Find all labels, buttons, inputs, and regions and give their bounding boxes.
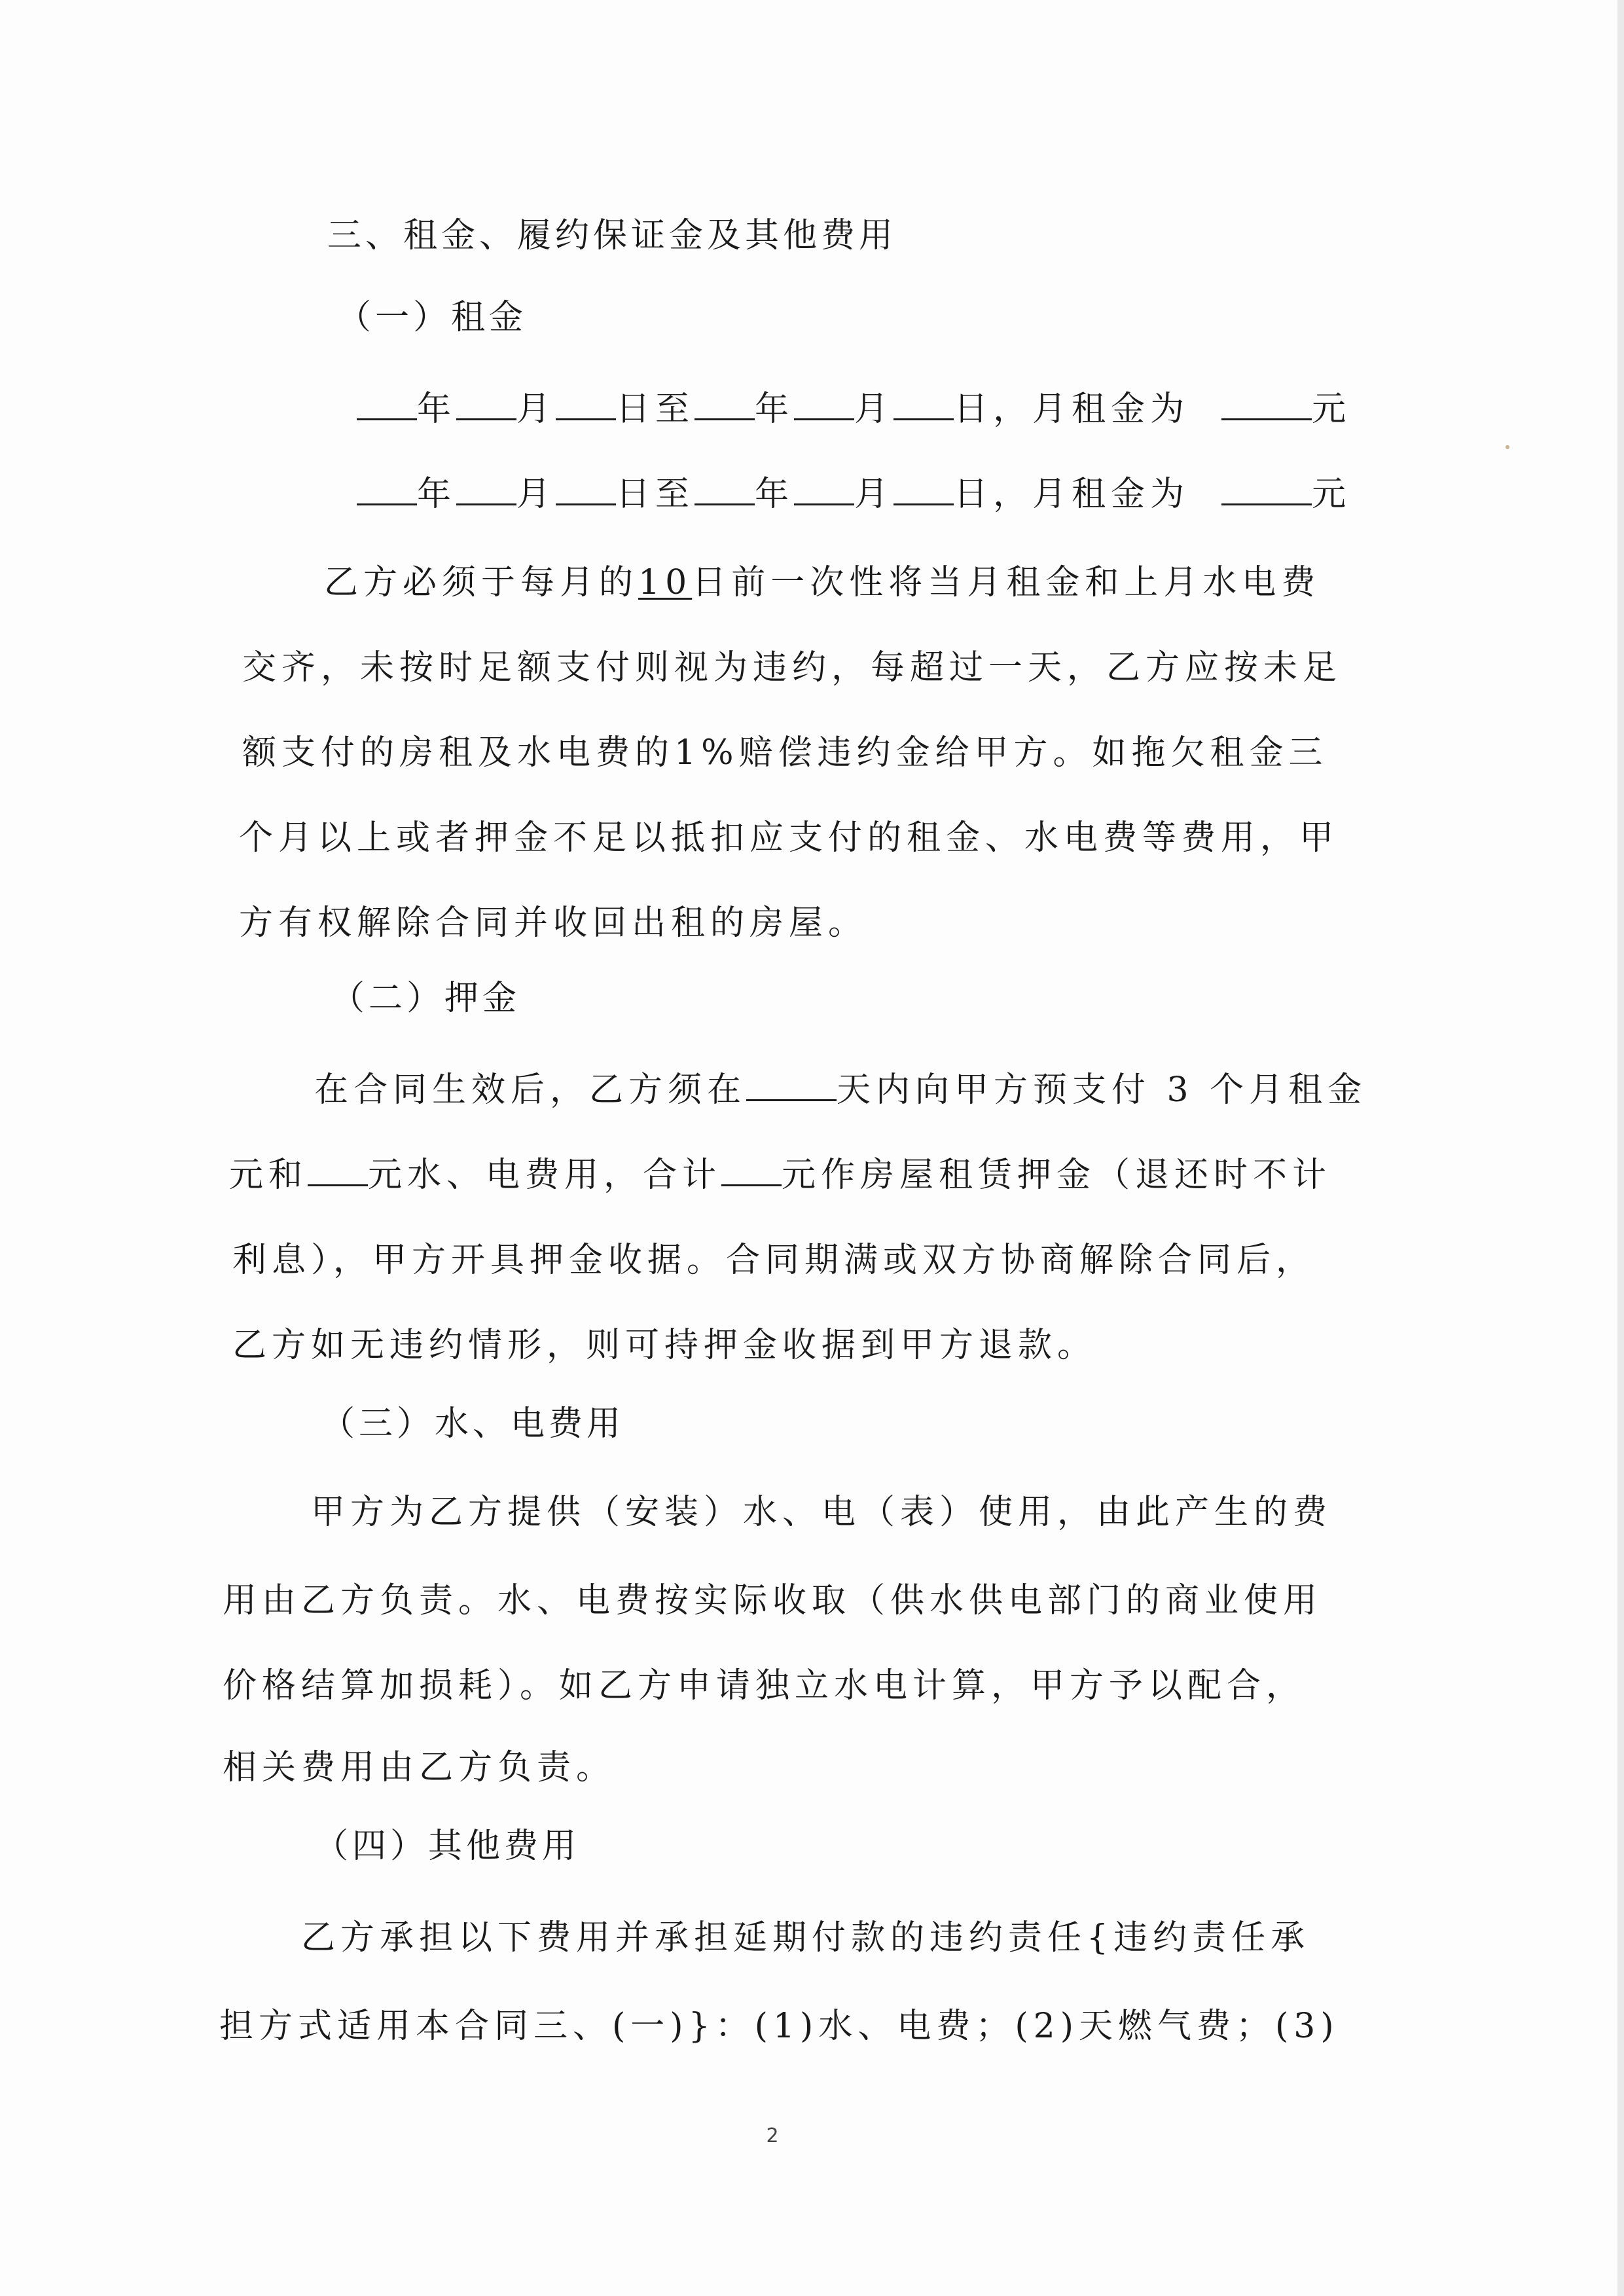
page-number: 2: [766, 2124, 779, 2147]
rent-para-line-4: 个月以上或者押金不足以抵扣应支付的租金、水电费等费用，甲: [239, 818, 1339, 858]
rent-para-text: 乙方必须于每月的: [324, 563, 639, 602]
blank-year: [695, 387, 755, 420]
blank-amount: [1221, 472, 1312, 505]
blank-month: [456, 472, 516, 505]
deposit-text: 元和: [229, 1156, 308, 1195]
blank-total: [721, 1153, 782, 1186]
period-text: 年: [755, 475, 795, 514]
rent-period-line-2: [357, 471, 1496, 517]
blank-month: [794, 472, 854, 505]
period-text: 月: [516, 475, 556, 514]
other-heading: （四）其他费用: [314, 1827, 581, 1866]
deposit-heading: （二）押金: [331, 979, 521, 1018]
rent-para-line-5: 方有权解除合同并收回出租的房屋。: [239, 903, 868, 943]
period-text: 年: [755, 390, 795, 429]
period-text: 月: [516, 390, 556, 429]
rent-period-line-1: [357, 386, 1496, 432]
deposit-text: 在合同生效后，乙方须在: [314, 1070, 747, 1110]
rent-para-line-1: [324, 560, 1463, 606]
period-text: 日至: [616, 475, 695, 514]
rent-para-line-2: 交齐，未按时足额支付则视为违约，每超过一天，乙方应按未足: [242, 648, 1343, 687]
deposit-line-4: 乙方如无违约情形，则可持押金收据到甲方退款。: [232, 1326, 1097, 1365]
utilities-heading: （三）水、电费用: [321, 1404, 625, 1444]
period-text: 年: [417, 390, 457, 429]
period-text: 元: [1312, 475, 1352, 514]
utilities-line-2: 用由乙方负责。水、电费按实际收取（供水供电部门的商业使用: [223, 1581, 1323, 1620]
period-text: 元: [1312, 390, 1352, 429]
period-text: 年: [417, 475, 457, 514]
rent-para-text: 日前一次性将当月租金和上月水电费: [692, 563, 1321, 602]
other-line-1: 乙方承担以下费用并承担延期付款的违约责任{违约责任承: [301, 1918, 1310, 1958]
blank-day: [893, 387, 954, 420]
rent-heading: （一）租金: [337, 298, 528, 337]
period-text: 月: [854, 390, 894, 429]
deposit-text: 天内向甲方预支付 3 个月租金: [837, 1070, 1367, 1110]
blank-year: [695, 472, 755, 505]
deposit-text: 元作房屋租赁押金（退还时不计: [782, 1156, 1332, 1195]
period-text: 日至: [616, 390, 695, 429]
rent-para-line-3: 额支付的房租及水电费的1%赔偿违约金给甲方。如拖欠租金三: [242, 733, 1328, 773]
other-line-2: 担方式适用本合同三、(一)}：(1)水、电费；(2)天燃气费；(3): [219, 2007, 1339, 2046]
deposit-line-1: [314, 1067, 1453, 1113]
blank-day: [556, 387, 616, 420]
scan-edge: [1617, 0, 1624, 2296]
scan-speck: [1506, 445, 1509, 449]
rent-due-day: 10: [638, 563, 693, 602]
section-title: 三、租金、履约保证金及其他费用: [327, 216, 897, 255]
blank-day: [893, 472, 954, 505]
period-text: 月: [854, 475, 894, 514]
blank-day: [556, 472, 616, 505]
blank-amount: [308, 1153, 368, 1186]
period-text: 日，月租金为: [954, 475, 1190, 514]
blank-month: [794, 387, 854, 420]
blank-days: [746, 1068, 837, 1101]
deposit-line-2: [229, 1152, 1368, 1198]
utilities-line-1: 甲方为乙方提供（安装）水、电（表）使用，由此产生的费: [311, 1493, 1333, 1532]
deposit-text: 元水、电费用，合计: [368, 1156, 722, 1195]
utilities-line-3: 价格结算加损耗）。如乙方申请独立水电计算，甲方予以配合，: [223, 1666, 1306, 1705]
period-text: 日，月租金为: [954, 390, 1190, 429]
blank-month: [456, 387, 516, 420]
deposit-line-3: 利息），甲方开具押金收据。合同期满或双方协商解除合同后，: [232, 1241, 1316, 1280]
blank-year: [357, 387, 417, 420]
utilities-line-4: 相关费用由乙方负责。: [223, 1748, 616, 1787]
blank-amount: [1221, 387, 1312, 420]
blank-year: [357, 472, 417, 505]
